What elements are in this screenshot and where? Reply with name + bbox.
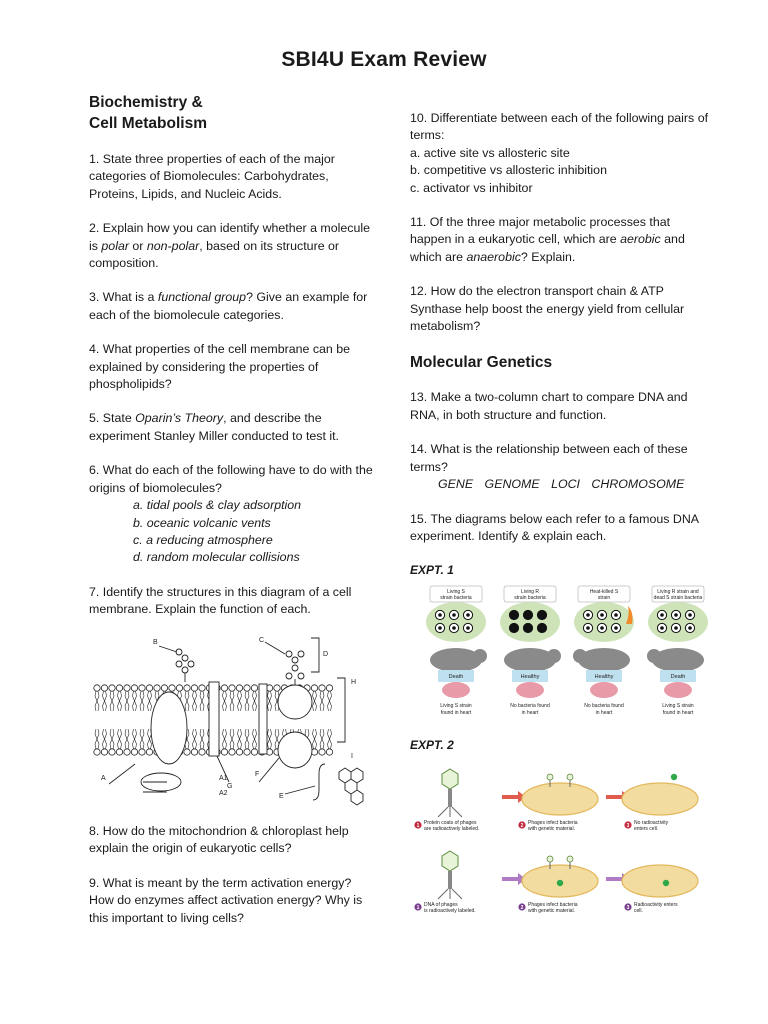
expt1-top-label: Living S <box>447 588 465 595</box>
step-label: enters cell. <box>634 825 659 832</box>
bacterial-cell <box>522 783 598 815</box>
expt1-bacterium-core <box>452 613 456 617</box>
question-2: 2. Explain how you can identify whether a molecule is polar or non-polar, based on its structure or composition. <box>89 221 371 271</box>
expt1-top-label: strain bacteria <box>514 594 546 601</box>
step-label: with genetic material. <box>528 825 575 832</box>
phage-head <box>442 769 458 789</box>
heart <box>516 682 544 698</box>
expt1-bottom-label: No bacteria found <box>584 702 624 709</box>
expt1-label: EXPT. 1 <box>410 563 454 578</box>
expt1-bacterium-core <box>600 613 604 617</box>
question-7: 7. Identify the structures in this diagram of a cell membrane. Explain the function of each. <box>89 584 352 617</box>
list-item: b. oceanic volcanic vents <box>133 515 271 530</box>
membrane-label: D <box>323 650 329 658</box>
step-label: with genetic material. <box>528 907 575 914</box>
heart <box>590 682 618 698</box>
question-8: 8. How do the mitochondrion & chloroplast help explain the origin of eukaryotic cells? <box>89 823 349 856</box>
expt1-bacterium <box>523 610 532 619</box>
expt1-bottom-label: Living S strain <box>662 702 694 709</box>
expt1-bottom-label: found in heart <box>662 709 694 716</box>
expt1-bacterium-core <box>600 626 604 630</box>
mouse-head <box>473 649 487 663</box>
expt1-bacterium-core <box>438 626 442 630</box>
bacterial-cell <box>622 783 698 815</box>
list-item: c. activator vs inhibitor <box>410 180 533 195</box>
expt1-bacterium-core <box>674 613 678 617</box>
step-label: Radioactivity enters <box>634 901 678 908</box>
expt1-status: Death <box>448 673 464 680</box>
expt1-bacterium-core <box>660 626 664 630</box>
phage-tail <box>448 871 452 889</box>
question-4: 4. What properties of the cell membrane can be explained by considering the properties of phospholipids? <box>89 342 351 392</box>
phage-head <box>442 851 458 871</box>
expt1-top-label: strain <box>597 594 611 601</box>
radioactive-marker <box>557 879 563 885</box>
expt2-label: EXPT. 2 <box>410 738 454 753</box>
step-label: Phages infect bacteria <box>528 819 578 826</box>
expt1-status: Healthy <box>594 673 614 680</box>
expt1-top-label: Heat-killed S <box>589 588 619 595</box>
phage-tail <box>448 789 452 807</box>
expt1-bacterium-core <box>688 626 692 630</box>
question-1: 1. State three properties of each of the major categories of Biomolecules: Carbohydrates, Proteins, Lipids, and Nucleic Acids. <box>89 152 335 201</box>
expt1-bacterium <box>537 610 546 619</box>
section-heading-biochem <box>89 92 379 134</box>
expt1-bottom-label: found in heart <box>440 709 472 716</box>
step-label: are radioactively labeled. <box>424 825 480 832</box>
heart <box>664 682 692 698</box>
membrane-label: A <box>101 774 106 782</box>
step-number: 1 <box>416 904 420 911</box>
page-title: SBI4U Exam Review <box>281 48 487 71</box>
expt1-top-label: strain bacteria <box>440 594 472 601</box>
membrane-label: E <box>279 792 284 800</box>
heading-line: Cell Metabolism <box>89 115 207 132</box>
mouse-body <box>430 648 482 672</box>
expt1-bacterium-core <box>586 626 590 630</box>
expt1-bacterium <box>509 623 518 632</box>
expt1-diagram <box>410 584 710 724</box>
question-12: 12. How do the electron transport chain & ATP Synthase help boost the energy yield from cellular metabolism? <box>410 284 685 334</box>
membrane-label: G <box>227 782 233 790</box>
terms-list: GENE GENOME LOCI CHROMOSOME <box>438 477 685 492</box>
membrane-label: F <box>255 770 260 778</box>
step-number: 3 <box>626 904 630 911</box>
right-column <box>410 110 710 934</box>
step-number: 1 <box>416 822 420 829</box>
expt1-bottom-label: No bacteria found <box>510 702 550 709</box>
step-label: Phages infect bacteria <box>528 901 578 908</box>
mouse-head <box>573 649 587 663</box>
cell-membrane-diagram <box>89 632 379 810</box>
mouse-body <box>578 648 630 672</box>
attached-phage <box>567 774 573 780</box>
heart <box>442 682 470 698</box>
mouse-head <box>547 649 561 663</box>
expt1-bacterium <box>523 623 532 632</box>
expt1-top-label: Living R strain and <box>657 588 699 595</box>
expt2-diagram <box>410 759 710 929</box>
question-6: 6. What do each of the following have to do with the origins of biomolecules? a. tidal pools & clay adsorption b. oceanic volcanic vents c. a reducing atmosphere d. random molecular collisions <box>89 462 379 566</box>
expt1-bacterium-core <box>452 626 456 630</box>
expt1-top-label: Living R <box>520 588 540 595</box>
expt1-top-label: dead S strain bacteria <box>653 594 703 601</box>
expt1-status: Healthy <box>520 673 540 680</box>
question-3: 3. What is a functional group? Give an example for each of the biomolecule categories. <box>89 290 368 322</box>
expt1-bacterium-core <box>674 626 678 630</box>
expt1-bacteria-blob <box>648 602 708 642</box>
bacterial-cell <box>622 865 698 897</box>
expt1-bacterium-core <box>466 613 470 617</box>
heading-line: Biochemistry & <box>89 94 203 111</box>
expt1-bacterium-core <box>438 613 442 617</box>
radioactive-marker <box>663 879 669 885</box>
attached-phage <box>547 856 553 862</box>
expt1-status: Death <box>670 673 686 680</box>
question-14: 14. What is the relationship between each of these terms? GENE GENOME LOCI CHROMOSOME <box>410 441 710 493</box>
mouse-body <box>652 648 704 672</box>
step-number: 2 <box>520 822 524 829</box>
question-11: 11. Of the three major metabolic processes that happen in a eukaryotic cell, which are aerobic and which are anaerobic? Explain. <box>410 215 685 264</box>
expt1-bacterium <box>509 610 518 619</box>
section-heading-genetics: Molecular Genetics <box>410 354 553 372</box>
membrane-label: C <box>259 636 265 644</box>
expt1-bacterium-core <box>614 626 618 630</box>
expt1-bacterium <box>537 623 546 632</box>
attached-phage <box>567 856 573 862</box>
expt1-bacteria-blob <box>574 602 634 642</box>
membrane-label: A2 <box>219 789 228 797</box>
question-9: 9. What is meant by the term activation energy? How do enzymes affect activation energy? Why is this important to living cells? <box>89 875 363 925</box>
expt1-bacteria-blob <box>500 602 560 642</box>
step-number: 2 <box>520 904 524 911</box>
expt1-bottom-label: in heart <box>521 709 539 716</box>
left-column <box>89 92 379 944</box>
membrane-label: H <box>351 678 357 686</box>
list-item: d. random molecular collisions <box>133 550 300 565</box>
mouse-head <box>647 649 661 663</box>
step-label: Protein coats of phages <box>424 819 477 826</box>
mouse-body <box>504 648 556 672</box>
expt1-bacterium-core <box>586 613 590 617</box>
expt1-bacterium-core <box>466 626 470 630</box>
attached-phage <box>547 774 553 780</box>
list-item: c. a reducing atmosphere <box>133 532 273 547</box>
expt1-bottom-label: in heart <box>595 709 613 716</box>
step-label: is radioactively labeled. <box>424 907 476 914</box>
list-item: b. competitive vs allosteric inhibition <box>410 163 607 178</box>
expt1-bottom-label: Living S strain <box>440 702 472 709</box>
radioactive-marker <box>671 773 677 779</box>
step-number: 3 <box>626 822 630 829</box>
question-5: 5. State Oparin’s Theory, and describe the experiment Stanley Miller conducted to test it. <box>89 411 339 443</box>
list-item: a. active site vs allosteric site <box>410 145 570 160</box>
phage-legs <box>438 807 462 817</box>
question-13: 13. Make a two-column chart to compare DNA and RNA, in both structure and function. <box>410 390 688 422</box>
step-label: No radioactivity <box>634 819 669 826</box>
question-10: 10. Differentiate between each of the following pairs of terms: a. active site vs allosteric site b. competitive vs allosteric inhibition c. activator vs inhibitor <box>410 110 710 197</box>
membrane-label: B <box>153 638 158 646</box>
list-item: a. tidal pools & clay adsorption <box>133 498 302 513</box>
expt1-bacterium-core <box>660 613 664 617</box>
expt1-bacterium-core <box>614 613 618 617</box>
expt1-bacteria-blob <box>426 602 486 642</box>
step-label: DNA of phages <box>424 901 458 908</box>
expt1-bacterium-core <box>688 613 692 617</box>
membrane-label: A1 <box>219 774 228 782</box>
step-label: cell. <box>634 907 643 914</box>
membrane-label: I <box>351 752 353 760</box>
phage-legs <box>438 889 462 899</box>
question-15: 15. The diagrams below each refer to a famous DNA experiment. Identify & explain each. <box>410 511 699 543</box>
